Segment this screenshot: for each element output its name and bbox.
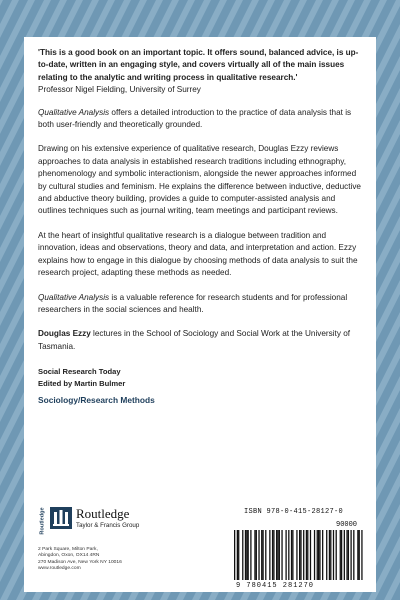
description-paragraph-2: Drawing on his extensive experience of qualitative research, Douglas Ezzy reviews approaches to data analysis in established research traditions including ethnography, phenomenology and symbolic interactionism, alongside the newer approaches informed by cultural studies and feminism. He explains the difference between inductive, deductive and abductive theory building, provides a guide to computer-assisted analysis and outlines techniques such as journal writing, team meetings and participant reviews. <box>38 144 361 216</box>
subject-category: Sociology/Research Methods <box>38 395 155 406</box>
barcode-bar <box>326 530 327 580</box>
barcode-bar <box>318 530 319 580</box>
author-bio <box>38 328 362 353</box>
intro-text: offers a detailed introduction to the practice of data analysis that is both user-friendly and theoretically grounded. <box>38 107 352 130</box>
barcode-bar <box>341 530 342 580</box>
barcode-bar <box>245 530 246 580</box>
barcode-bar <box>285 530 286 580</box>
barcode-bar <box>238 530 239 580</box>
barcode-bar <box>296 530 297 580</box>
barcode-bar <box>258 530 259 580</box>
intro-paragraph <box>38 107 362 132</box>
publisher-group: Taylor & Francis Group <box>76 522 140 529</box>
barcode-bar <box>250 530 251 580</box>
publisher-vertical-label: Routledge <box>39 507 46 535</box>
barcode-bar <box>314 530 315 580</box>
barcode-bar <box>350 530 351 580</box>
address-line-2: Abingdon, Oxon, OX14 4RN <box>38 553 100 559</box>
author-bio-text: lectures in the School of Sociology and Social Work at the University of Tasmania. <box>38 329 351 351</box>
barcode-bar <box>307 530 308 580</box>
address-line-4: www.routledge.com <box>38 565 81 571</box>
barcode-bar <box>319 530 320 580</box>
series-name: Social Research Today <box>38 367 121 377</box>
barcode-bar <box>300 530 301 580</box>
description-paragraph-4 <box>38 292 362 317</box>
barcode-bar <box>348 530 349 580</box>
publisher-block <box>38 503 198 543</box>
barcode-bar <box>346 530 347 580</box>
barcode-area <box>224 508 366 592</box>
barcode-bar <box>357 530 358 580</box>
description-paragraph-3: At the heart of insightful qualitative research is a dialogue between tradition and innovation, ideas and observations, theory and data, and interpretation and action. Ezzy explains how to engage in this dialogue by choosing methods of data analysis to suit the research project, adapting these methods as needed. <box>38 230 358 278</box>
barcode-bar <box>322 530 323 580</box>
barcode-bar <box>281 530 282 580</box>
quote-source: Professor Nigel Fielding, University of Surrey <box>38 85 201 95</box>
barcode-bar <box>292 530 293 580</box>
barcode-bar <box>254 530 255 580</box>
barcode-bar <box>279 530 280 580</box>
publisher-address <box>38 547 122 572</box>
ean-number: 9 780415 281270 <box>236 582 315 590</box>
barcode-bar <box>333 530 334 580</box>
barcode-bar <box>273 530 274 580</box>
barcode-bar <box>329 530 330 580</box>
barcode-bar <box>246 530 247 580</box>
barcode-bar <box>361 530 362 580</box>
address-line-1: 2 Park Square, Milton Park, <box>38 547 98 552</box>
barcode-bar <box>248 530 249 580</box>
barcode-bar <box>237 530 238 580</box>
barcode-bar <box>340 530 341 580</box>
barcode-bar <box>242 530 243 580</box>
barcode-bar <box>288 530 289 580</box>
ean13-barcode-icon <box>234 518 364 580</box>
book-title-inline-2: Qualitative Analysis <box>38 292 110 302</box>
barcode-bar <box>265 530 266 580</box>
series-editor: Edited by Martin Bulmer <box>38 379 126 389</box>
barcode-bar <box>330 530 331 580</box>
back-cover-panel <box>24 37 376 592</box>
author-name: Douglas Ezzy <box>38 329 91 339</box>
isbn-label: ISBN 978-0-415-28127-0 <box>244 508 344 516</box>
barcode-bar <box>353 530 354 580</box>
barcode-bar <box>234 530 235 580</box>
routledge-tower-logo-icon <box>50 507 72 529</box>
barcode-bar <box>276 530 277 580</box>
paragraph4-text: is a valuable reference for research students and for professional researchers in the social sciences and health. <box>38 292 348 314</box>
review-quote: 'This is a good book on an important topic. It offers sound, balanced advice, is up-to-date, written in an engaging style, and covers virtually all of the main issues relating to the analytic and writing process in qualitative research.' <box>38 48 359 82</box>
barcode-bar <box>303 530 304 580</box>
barcode-bar <box>310 530 311 580</box>
publisher-name: Routledge <box>76 506 130 521</box>
barcode-bar <box>317 530 318 580</box>
address-line-3: 270 Madison Ave, New York NY 10016 <box>38 559 122 565</box>
barcode-bar <box>262 530 263 580</box>
barcode-bar <box>336 530 337 580</box>
barcode-bar <box>306 530 307 580</box>
barcode-bar <box>277 530 278 580</box>
barcode-bar <box>291 530 292 580</box>
barcode-bar <box>272 530 273 580</box>
barcode-bar <box>269 530 270 580</box>
book-title-inline: Qualitative Analysis <box>38 107 110 117</box>
barcode-bar <box>344 530 345 580</box>
price-code: 90000 <box>336 521 358 529</box>
barcode-bar <box>256 530 257 580</box>
barcode-bar <box>299 530 300 580</box>
barcode-bar <box>261 530 262 580</box>
barcode-bar <box>359 530 360 580</box>
